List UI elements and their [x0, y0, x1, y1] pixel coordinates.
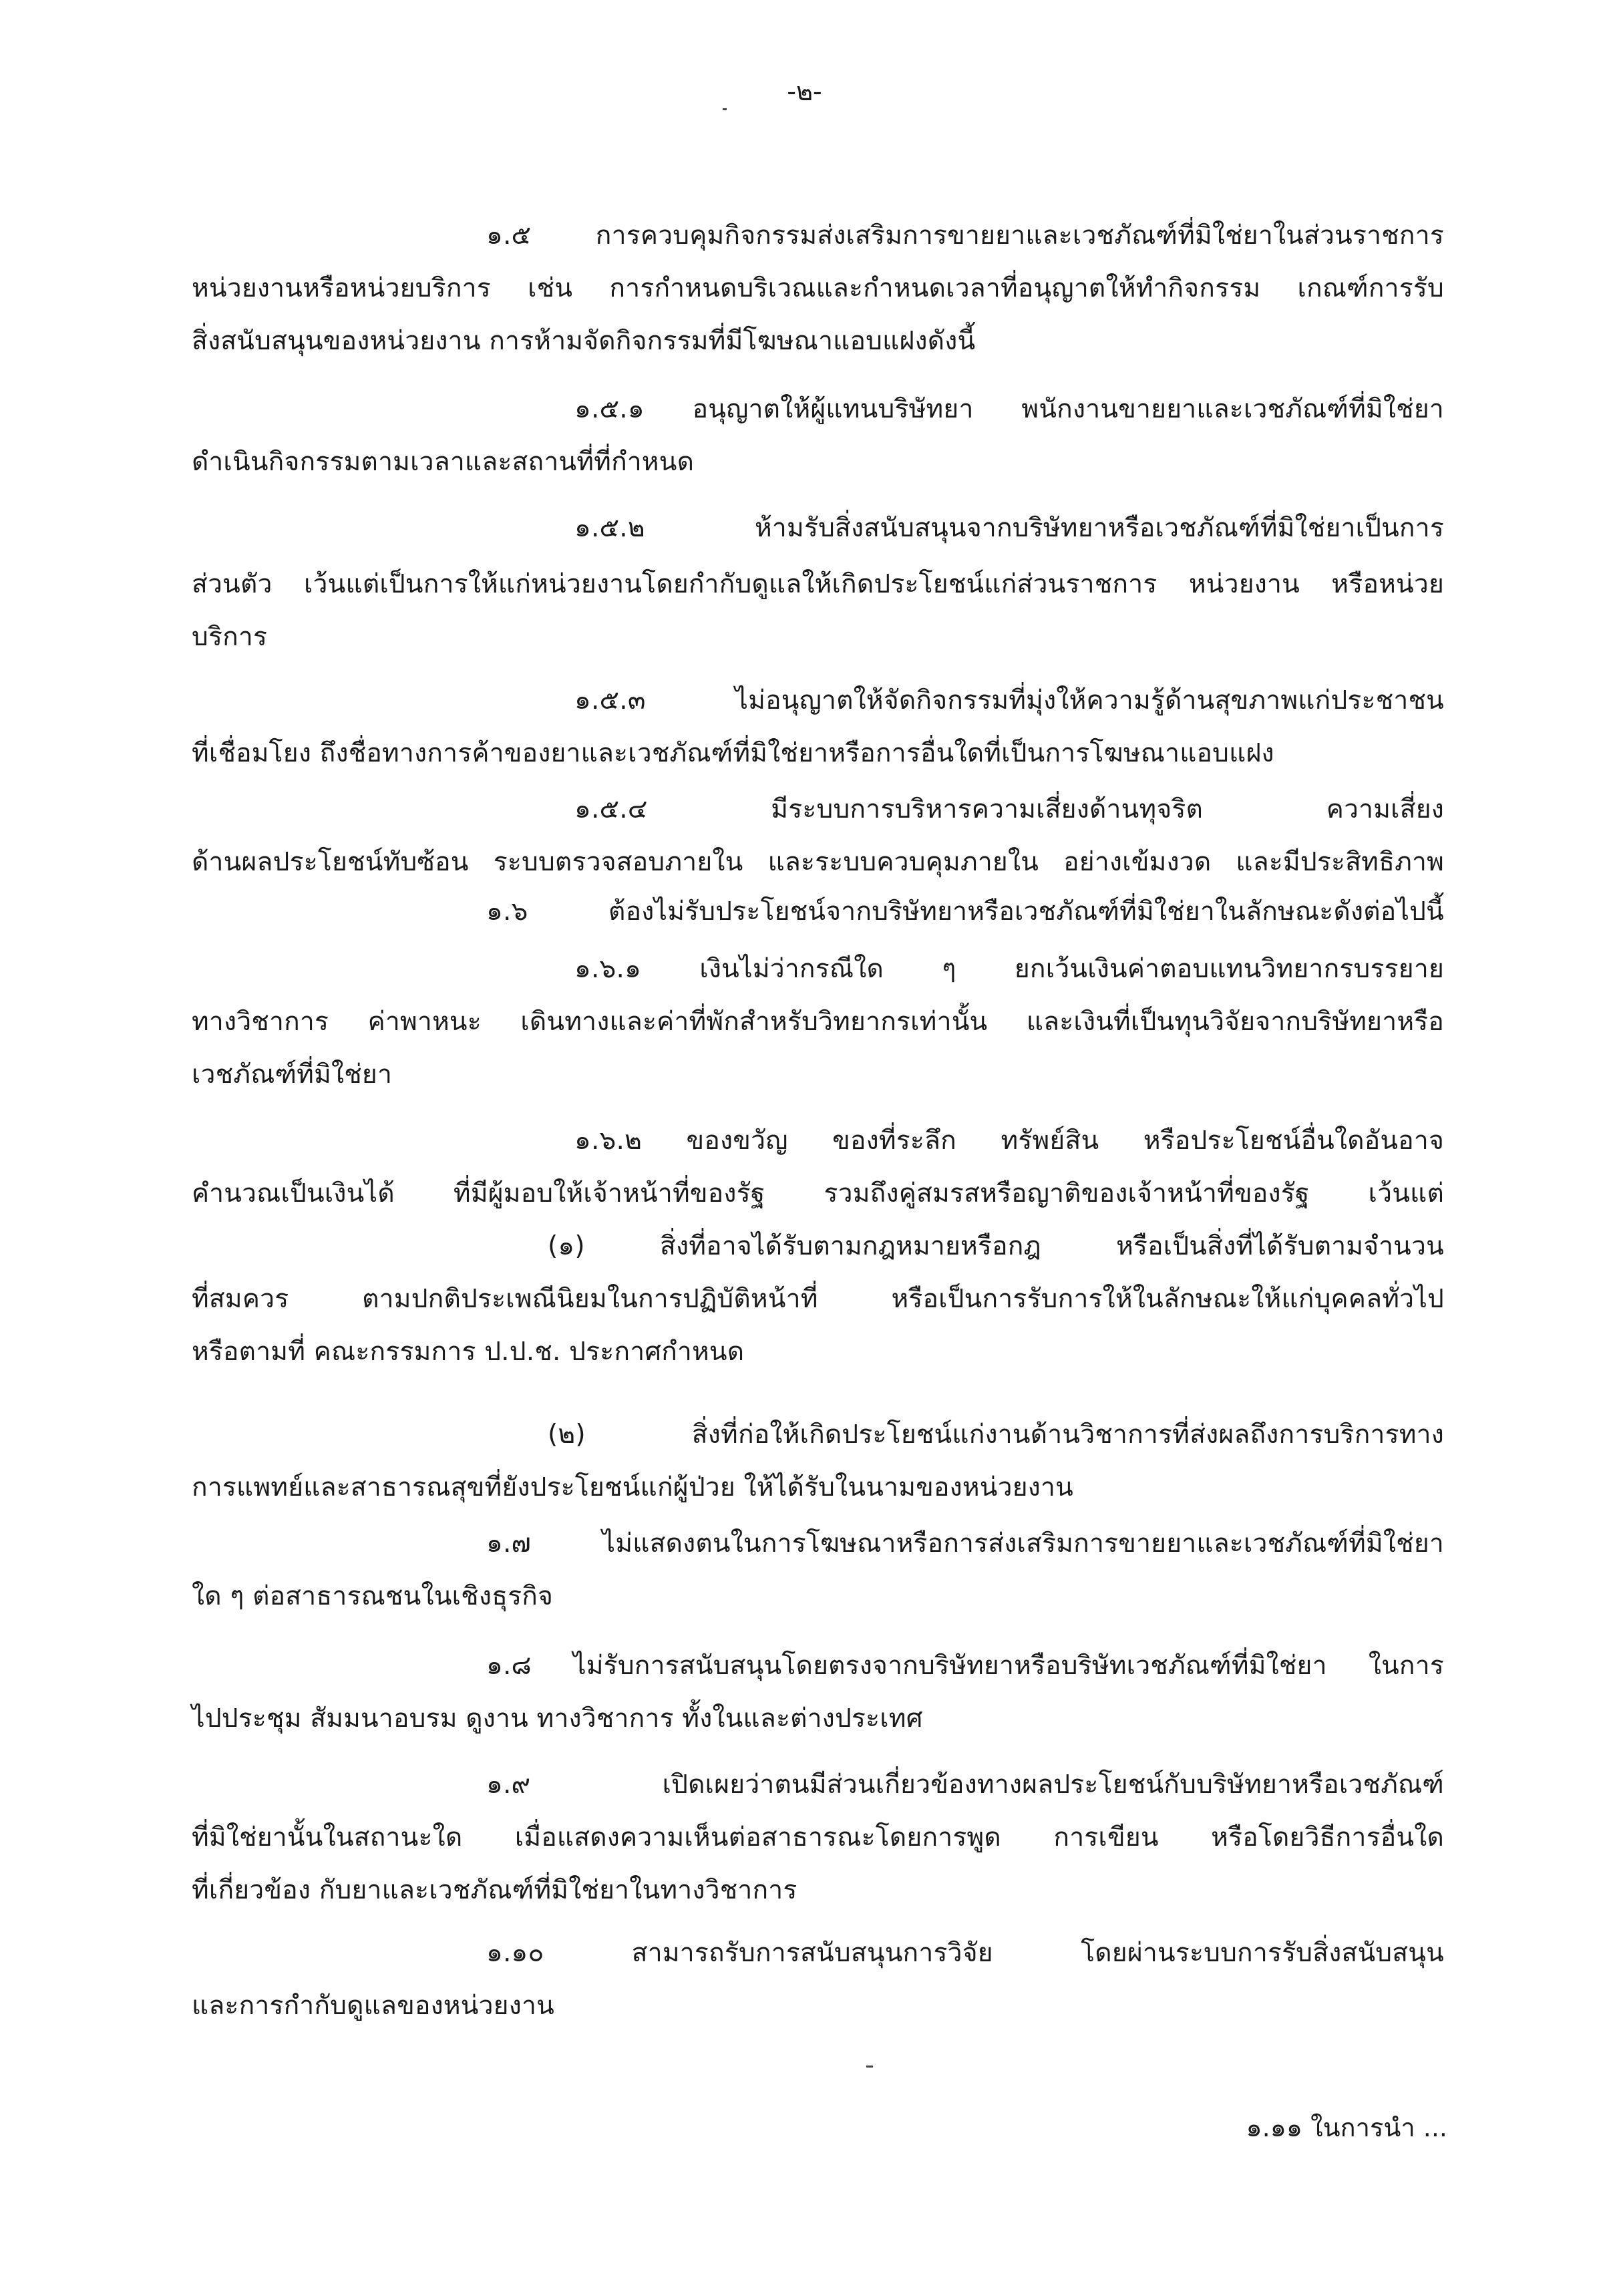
item-1-5-3-line-1: ๑.๕.๓ ไม่อนุญาตให้จัดกิจกรรมที่มุ่งให้ความรู้ด้านสุขภาพแก่ประชาชน [574, 685, 1444, 715]
item-1-9-line-3: ที่เกี่ยวข้อง กับยาและเวชภัณฑ์ที่มิใช่ยาในทางวิชาการ [192, 1875, 797, 1905]
page-number: -๒- [787, 77, 822, 106]
item-1-6-2-line-1: ๑.๖.๒ ของขวัญ ของที่ระลึก ทรัพย์สิน หรือประโยชน์อื่นใดอันอาจ [574, 1126, 1444, 1156]
item-1-5-1-line-2: ดำเนินกิจกรรมตามเวลาและสถานที่ที่กำหนด [192, 447, 695, 477]
item-1-7-line-2: ใด ๆ ต่อสาธารณชนในเชิงธุรกิจ [192, 1581, 554, 1611]
item-1-8-line-1: ๑.๘ ไม่รับการสนับสนุนโดยตรงจากบริษัทยาหรือบริษัทเวชภัณฑ์ที่มิใช่ยา ในการ [486, 1651, 1444, 1681]
item-1-5-1-line-1: ๑.๕.๑ อนุญาตให้ผู้แทนบริษัทยา พนักงานขายยาและเวชภัณฑ์ที่มิใช่ยา [574, 394, 1444, 424]
item-1-5-2-line-3: บริการ [192, 622, 268, 652]
item-1-5-3-line-2: ที่เชื่อมโยง ถึงชื่อทางการค้าของยาและเวชภัณฑ์ที่มิใช่ยาหรือการอื่นใดที่เป็นการโฆษณาแอบแฝง [192, 738, 1274, 768]
item-1-6-2-sub-2-line-2: การแพทย์และสาธารณสุขที่ยังประโยชน์แก่ผู้ป่วย ให้ได้รับในนามของหน่วยงาน [192, 1472, 1073, 1502]
item-1-6-2-line-2: คำนวณเป็นเงินได้ ที่มีผู้มอบให้เจ้าหน้าที่ของรัฐ รวมถึงคู่สมรสหรือญาติของเจ้าหน้าที่ของรัฐ เว้นแต่ [192, 1178, 1444, 1208]
item-1-6-line-1: ๑.๖ ต้องไม่รับประโยชน์จากบริษัทยาหรือเวชภัณฑ์ที่มิใช่ยาในลักษณะดังต่อไปนี้ [486, 896, 1444, 927]
item-1-5-4-line-1: ๑.๕.๔ มีระบบการบริหารความเสี่ยงด้านทุจริต ความเสี่ยง [574, 794, 1444, 824]
scan-speck [723, 108, 727, 110]
scan-speck [866, 2066, 873, 2068]
item-1-10-line-1: ๑.๑๐ สามารถรับการสนับสนุนการวิจัย โดยผ่านระบบการรับสิ่งสนับสนุน [486, 1938, 1444, 1968]
continuation-marker: ๑.๑๑ ในการนำ ... [1246, 2113, 1447, 2142]
item-1-7-line-1: ๑.๗ ไม่แสดงตนในการโฆษณาหรือการส่งเสริมการขายยาและเวชภัณฑ์ที่มิใช่ยา [486, 1528, 1444, 1559]
item-1-5-2-line-2: ส่วนตัว เว้นแต่เป็นการให้แก่หน่วยงานโดยกำกับดูแลให้เกิดประโยชน์แก่ส่วนราชการ หน่วยงาน หรือหน่วย [192, 569, 1444, 599]
item-1-6-2-sub-1-line-1: (๑) สิ่งที่อาจได้รับตามกฎหมายหรือกฎ หรือเป็นสิ่งที่ได้รับตามจำนวน [548, 1231, 1444, 1261]
item-1-6-2-sub-1-line-2: ที่สมควร ตามปกติประเพณีนิยมในการปฏิบัติหน้าที่ หรือเป็นการรับการให้ในลักษณะให้แก่บุคคลทั่วไป [192, 1284, 1444, 1314]
item-1-10-line-2: และการกำกับดูแลของหน่วยงาน [192, 1991, 554, 2021]
item-1-5-4-line-2: ด้านผลประโยชน์ทับซ้อน ระบบตรวจสอบภายใน และระบบควบคุมภายใน อย่างเข้มงวด และมีประสิทธิภาพ [192, 847, 1444, 877]
item-1-5-line-1: ๑.๕ การควบคุมกิจกรรมส่งเสริมการขายยาและเวชภัณฑ์ที่มิใช่ยาในส่วนราชการ [486, 220, 1444, 251]
item-1-5-line-2: หน่วยงานหรือหน่วยบริการ เช่น การกำหนดบริเวณและกำหนดเวลาที่อนุญาตให้ทำกิจกรรม เกณฑ์การรับ [192, 273, 1444, 303]
item-1-9-line-2: ที่มิใช่ยานั้นในสถานะใด เมื่อแสดงความเห็นต่อสาธารณะโดยการพูด การเขียน หรือโดยวิธีการอื่นใด [192, 1822, 1444, 1852]
item-1-6-1-line-1: ๑.๖.๑ เงินไม่ว่ากรณีใด ๆ ยกเว้นเงินค่าตอบแทนวิทยากรบรรยาย [574, 954, 1444, 984]
item-1-9-line-1: ๑.๙ เปิดเผยว่าตนมีส่วนเกี่ยวข้องทางผลประโยชน์กับบริษัทยาหรือเวชภัณฑ์ [486, 1770, 1444, 1800]
item-1-6-2-sub-1-line-3: หรือตามที่ คณะกรรมการ ป.ป.ช. ประกาศกำหนด [192, 1337, 745, 1367]
item-1-6-1-line-2: ทางวิชาการ ค่าพาหนะ เดินทางและค่าที่พักสำหรับวิทยากรเท่านั้น และเงินที่เป็นทุนวิจัยจากบริษัทยาหรือ [192, 1007, 1444, 1037]
item-1-8-line-2: ไปประชุม สัมมนาอบรม ดูงาน ทางวิชาการ ทั้งในและต่างประเทศ [192, 1703, 923, 1734]
item-1-5-2-line-1: ๑.๕.๒ ห้ามรับสิ่งสนับสนุนจากบริษัทยาหรือเวชภัณฑ์ที่มิใช่ยาเป็นการ [574, 513, 1444, 543]
item-1-6-1-line-3: เวชภัณฑ์ที่มิใช่ยา [192, 1059, 393, 1090]
item-1-5-line-3: สิ่งสนับสนุนของหน่วยงาน การห้ามจัดกิจกรรมที่มีโฆษณาแอบแฝงดังนี้ [192, 326, 976, 356]
item-1-6-2-sub-2-line-1: (๒) สิ่งที่ก่อให้เกิดประโยชน์แก่งานด้านวิชาการที่ส่งผลถึงการบริการทาง [548, 1420, 1444, 1450]
